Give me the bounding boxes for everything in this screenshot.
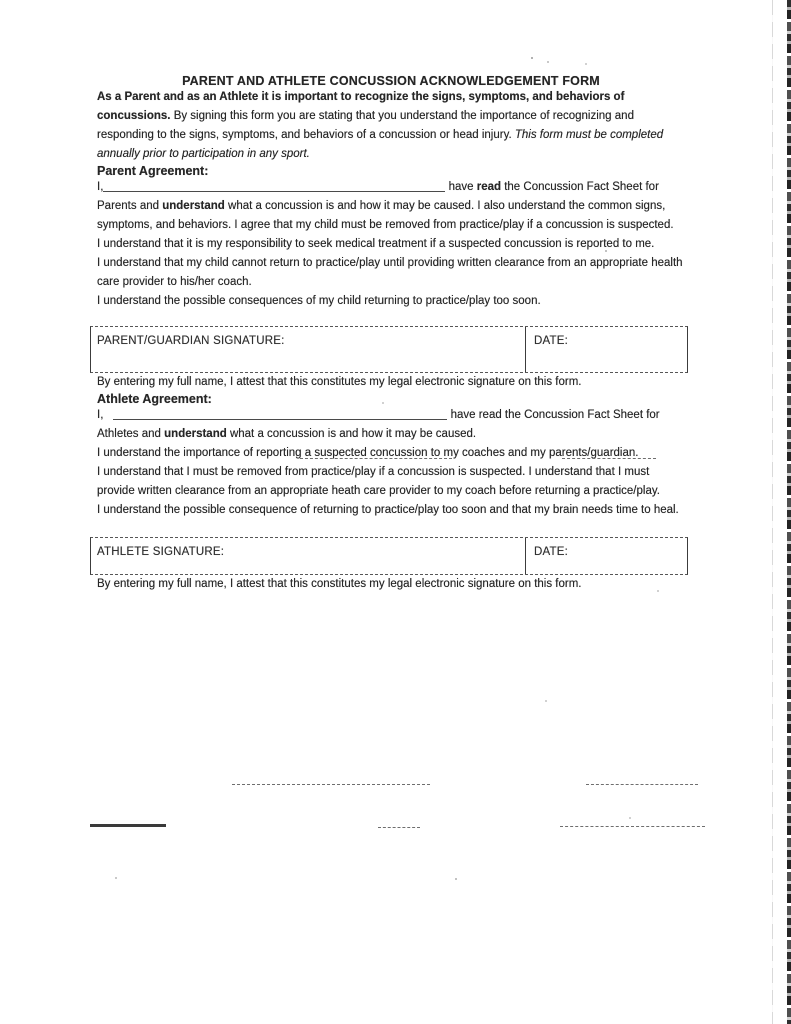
parent-statement-3: I understand the possible consequences of my child returning to practice/play too soon. bbox=[97, 295, 541, 307]
athlete-statement-1: I understand the importance of reporting a suspected concussion to my coaches and my parents/guardian. bbox=[97, 447, 639, 459]
scan-speck bbox=[115, 877, 117, 879]
parent-fill-text-3: what a concussion is and how it may be caused. I also understand the common signs, symptoms, and behaviors. I agree that my child must be removed from practice/play if a concussion is suspected. bbox=[97, 200, 674, 231]
athlete-statement-2: I understand that I must be removed from practice/play if a concussion is suspected. I understand that I must provide written clearance from an appropriate heath care provider to my coach before returning a practice/play. bbox=[97, 466, 660, 497]
parent-fill-text-2: the Concussion Fact Sheet for Parents and bbox=[97, 181, 659, 212]
parent-fill-bold-read: read bbox=[476, 181, 502, 193]
athlete-date-field[interactable] bbox=[526, 538, 687, 574]
parent-attestation-note: By entering my full name, I attest that this constitutes my legal electronic signature on this form. bbox=[97, 376, 582, 388]
athlete-fill-in-paragraph bbox=[97, 406, 685, 444]
parent-fill-in-paragraph bbox=[97, 178, 685, 235]
scan-artifact-right-edge-strip bbox=[787, 0, 791, 1024]
athlete-name-blank-field[interactable] bbox=[113, 407, 447, 420]
intro-bold-sentence: As a Parent and as an Athlete it is important to recognize the signs, symptoms, and behaviors of concussions. bbox=[97, 91, 625, 122]
athlete-fill-prefix: I, bbox=[97, 409, 104, 421]
parent-signature-label: PARENT/GUARDIAN SIGNATURE: bbox=[97, 335, 285, 347]
parent-name-blank-field[interactable] bbox=[103, 179, 445, 192]
athlete-signature-table bbox=[90, 537, 688, 575]
parent-date-field[interactable] bbox=[526, 327, 687, 372]
parent-fill-prefix: I, bbox=[97, 181, 104, 193]
athlete-agreement-heading: Athlete Agreement: bbox=[97, 392, 212, 406]
scan-artifact-dash bbox=[586, 784, 698, 785]
scan-artifact-dash bbox=[560, 826, 705, 827]
athlete-fill-text-2: what a concussion is and how it may be caused. bbox=[226, 428, 477, 440]
athlete-statement-3: I understand the possible consequence of returning to practice/play too soon and that my brain needs time to heal. bbox=[97, 504, 679, 516]
scan-speck bbox=[629, 817, 631, 819]
parent-signature-table bbox=[90, 326, 688, 373]
intro-paragraph bbox=[97, 88, 685, 164]
athlete-fill-text-1: have read the Concussion Fact Sheet for Athletes and bbox=[97, 409, 660, 440]
parent-statement-1: I understand that it is my responsibility to seek medical treatment if a suspected concussion is reported to me. bbox=[97, 238, 655, 250]
parent-statement-2: I understand that my child cannot return to practice/play until providing written clearance from an appropriate health care provider to his/her coach. bbox=[97, 257, 683, 288]
athlete-date-label: DATE: bbox=[534, 546, 569, 558]
athlete-signature-field[interactable] bbox=[91, 538, 526, 574]
parent-fill-bold-understand: understand bbox=[162, 200, 225, 212]
form-content bbox=[97, 0, 685, 594]
athlete-fill-bold-understand: understand bbox=[164, 428, 227, 440]
scan-speck bbox=[455, 878, 457, 880]
parent-signature-field[interactable] bbox=[91, 327, 526, 372]
intro-italic-sentence: This form must be completed annually prior to participation in any sport. bbox=[97, 129, 664, 160]
form-title: PARENT AND ATHLETE CONCUSSION ACKNOWLEDGEMENT FORM bbox=[182, 74, 600, 88]
scan-speck bbox=[545, 700, 547, 702]
athlete-signature-label: ATHLETE SIGNATURE: bbox=[97, 546, 225, 558]
scan-artifact-dash bbox=[232, 784, 430, 785]
parent-date-label: DATE: bbox=[534, 335, 569, 347]
scan-artifact-dash bbox=[378, 827, 420, 828]
intro-body-sentence: By signing this form you are stating that you understand the importance of recognizing and responding to the signs, symptoms, and behaviors of a concussion or head injury. bbox=[97, 110, 634, 141]
athlete-attestation-note: By entering my full name, I attest that this constitutes my legal electronic signature on this form. bbox=[97, 578, 582, 590]
scan-artifact-faint-vertical-line bbox=[772, 0, 773, 1024]
scan-artifact-thick-mark bbox=[90, 824, 166, 827]
parent-fill-text-1: have bbox=[445, 181, 477, 193]
parent-agreement-heading: Parent Agreement: bbox=[97, 164, 209, 178]
